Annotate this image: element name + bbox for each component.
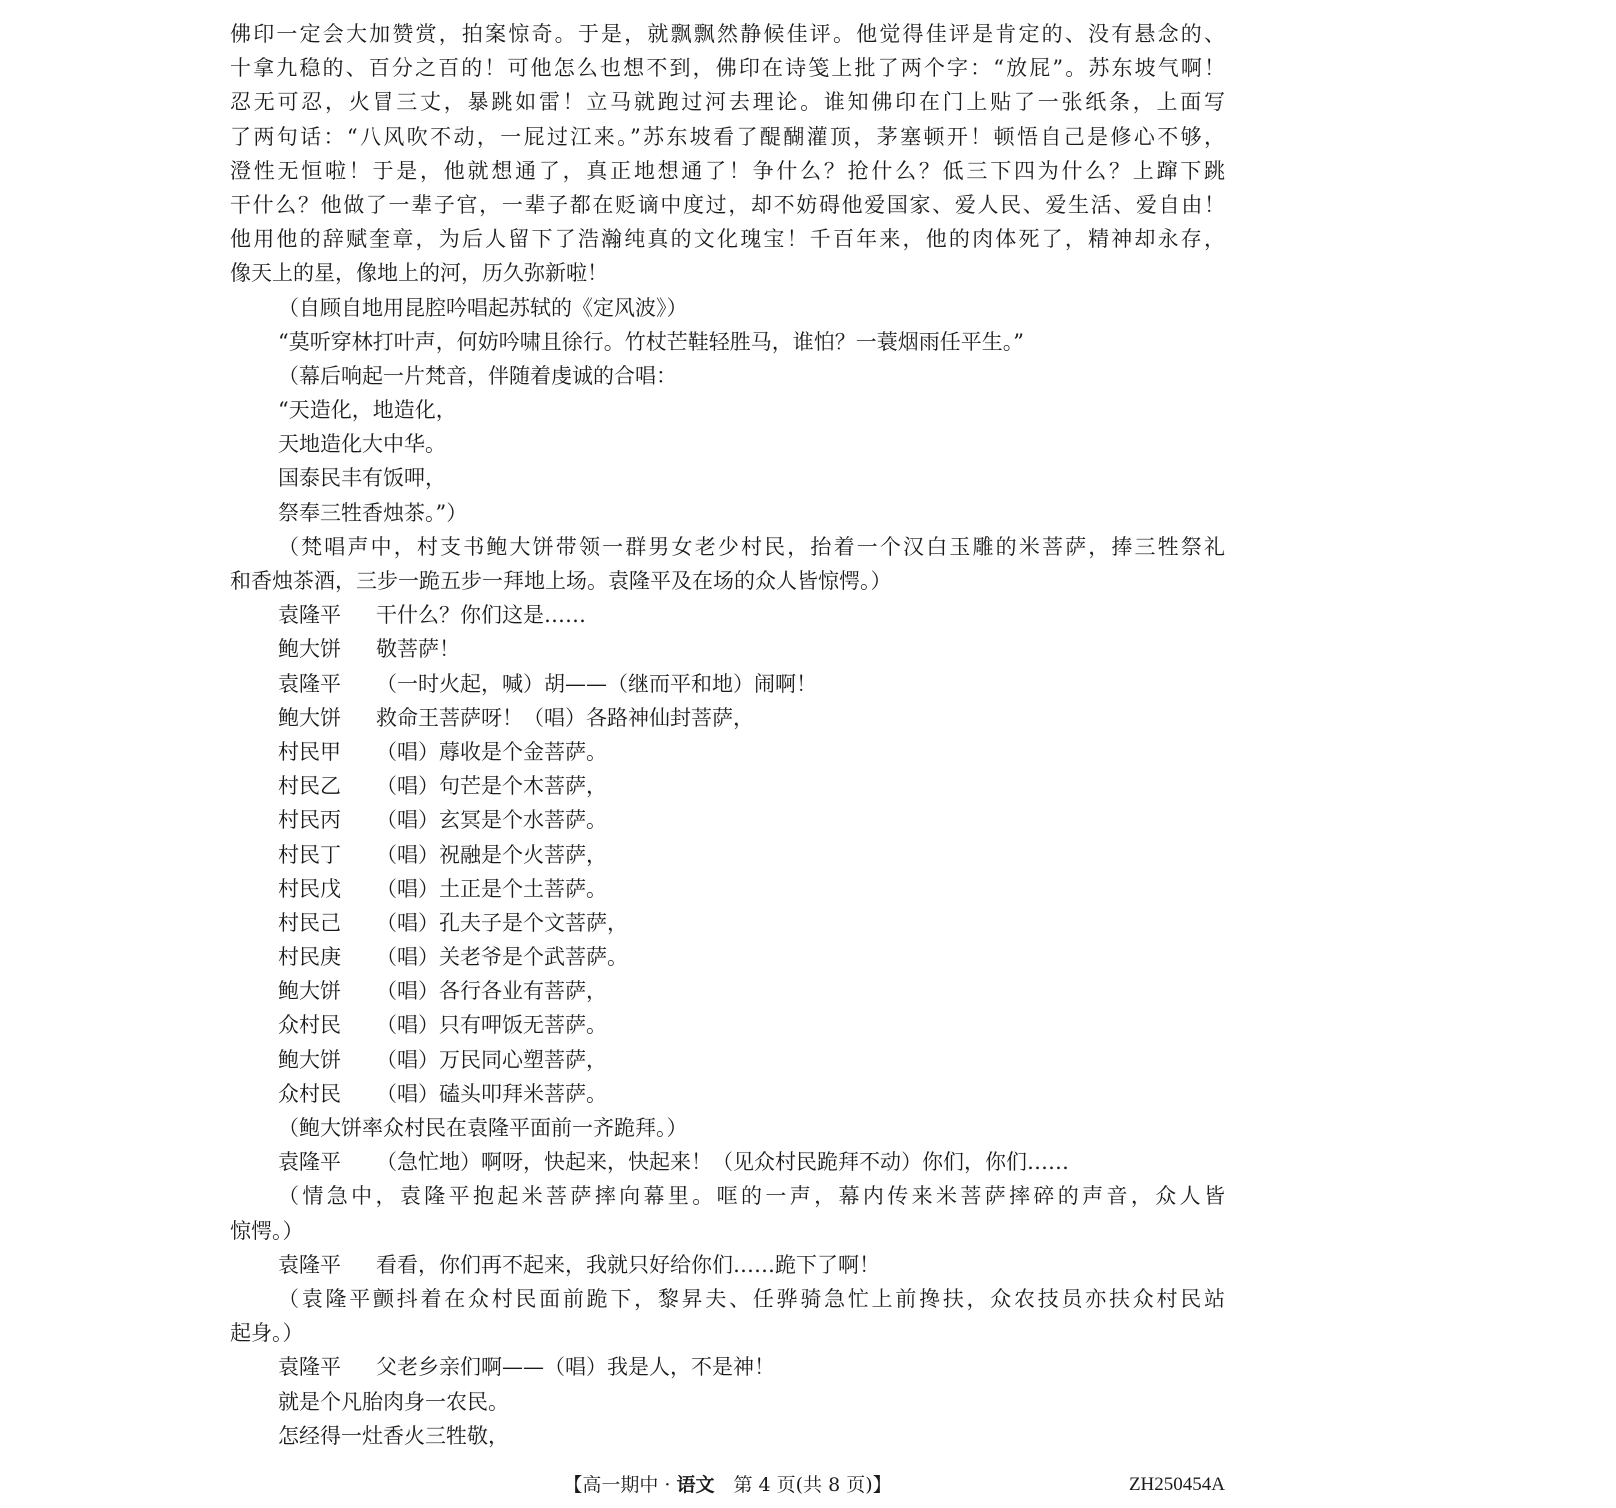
stage-direction-cont: 惊愕。）: [230, 1218, 304, 1243]
dialogue-text: （一时火起，喊）胡——（继而平和地）闹啊！: [376, 671, 817, 696]
footer-page-info: 第 4 页(共 8 页): [714, 1474, 873, 1496]
dialogue-text: 干什么？你们这是……: [376, 603, 586, 628]
dialogue-line: [230, 735, 1225, 769]
speaker-name: 众村民: [278, 1081, 341, 1106]
speaker-name: 村民己: [278, 910, 341, 935]
stage-direction: （袁隆平颤抖着在众村民面前跪下，黎昇夫、任骅骑急忙上前搀扶，众农技员亦扶众村民站: [278, 1286, 1225, 1311]
speaker-name: 袁隆平: [278, 1150, 341, 1175]
dialogue-text: 看看，你们再不起来，我就只好给你们……跪下了啊！: [376, 1252, 880, 1277]
dialogue-line: [230, 667, 1225, 701]
stage-direction: （情急中，袁隆平抱起米菩萨摔向幕里。哐的一声，幕内传来米菩萨摔碎的声音，众人皆: [278, 1184, 1225, 1209]
dialogue-text: 父老乡亲们啊——（唱）我是人，不是神！: [376, 1355, 775, 1380]
footer-exam: 高一期中: [582, 1474, 659, 1496]
page-footer: [230, 1470, 1225, 1500]
speaker-name: 村民丙: [278, 808, 341, 833]
prose-line: 他用他的辞赋奎章，为后人留下了浩瀚纯真的文化瑰宝！千百年来，他的肉体死了，精神却永存，: [230, 227, 1225, 252]
dialogue-line: [230, 1248, 1225, 1282]
prose-line: 十拿九稳的、百分之百的！可他怎么也想不到，佛印在诗笺上批了两个字：“放屁”。苏东坡气啊！: [230, 56, 1225, 81]
speaker-name: 鲍大饼: [278, 705, 341, 730]
poem-line: “莫听穿林打叶声，何妨吟啸且徐行。竹杖芒鞋轻胜马，谁怕？一蓑烟雨任平生。”: [278, 329, 1024, 354]
footer-code: ZH250454A: [1128, 1474, 1225, 1495]
dialogue-line: [230, 598, 1225, 632]
dialogue-line: [230, 701, 1225, 735]
chorus-line: 国泰民丰有饭呷，: [278, 466, 446, 491]
dialogue-line: [230, 1008, 1225, 1042]
stage-direction: （自顾自地用昆腔吟唱起苏轼的《定风波》）: [278, 295, 688, 320]
dialogue-text: （唱）玄冥是个水菩萨。: [376, 808, 607, 833]
lyric-line: 就是个凡胎肉身一农民。: [278, 1389, 509, 1414]
prose-line: 澄性无恒啦！于是，他就想通了，真正地想通了！争什么？抢什么？低三下四为什么？上蹿下跳: [230, 158, 1225, 183]
dialogue-text: （唱）蓐收是个金菩萨。: [376, 739, 607, 764]
dialogue-line: [230, 1145, 1225, 1179]
stage-direction-cont: 和香烛茶酒，三步一跪五步一拜地上场。袁隆平及在场的众人皆惊愕。）: [230, 569, 892, 593]
dialogue-text: 敬菩萨！: [376, 637, 460, 662]
speaker-name: 袁隆平: [278, 603, 341, 628]
chorus-line: 天地造化大中华。: [278, 432, 446, 457]
speaker-name: 鲍大饼: [278, 637, 341, 662]
page-content: [230, 17, 1225, 1453]
speaker-name: 众村民: [278, 1013, 341, 1038]
stage-direction: （鲍大饼率众村民在袁隆平面前一齐跪拜。）: [278, 1116, 688, 1140]
dialogue-line: [230, 1043, 1225, 1077]
prose-line: 佛印一定会大加赞赏，拍案惊奇。于是，就飘飘然静候佳评。他觉得佳评是肯定的、没有悬念的、: [230, 22, 1225, 46]
dialogue-text: （唱）句芒是个木菩萨，: [376, 774, 607, 799]
dialogue-text: 救命王菩萨呀！（唱）各路神仙封菩萨，: [376, 705, 754, 730]
footer-subject: 语文: [676, 1474, 715, 1496]
dialogue-text: （唱）祝融是个火菩萨，: [376, 842, 607, 867]
dialogue-line: [230, 1350, 1225, 1384]
dialogue-line: [230, 769, 1225, 803]
dialogue-text: （唱）只有呷饭无菩萨。: [376, 1013, 607, 1038]
prose-line: 忍无可忍，火冒三丈，暴跳如雷！立马就跑过河去理论。谁知佛印在门上贴了一张纸条，上面写: [230, 90, 1225, 115]
dialogue-text: （唱）孔夫子是个文菩萨，: [376, 910, 628, 935]
dialogue-text: （唱）各行各业有菩萨，: [376, 979, 607, 1004]
speaker-name: 袁隆平: [278, 671, 341, 696]
footer-page-label: [230, 1470, 1225, 1500]
speaker-name: 鲍大饼: [278, 1047, 341, 1072]
dialogue-line: [230, 632, 1225, 666]
chorus-line: 祭奉三牲香烛茶。”）: [278, 500, 468, 525]
dialogue-line: [230, 1077, 1225, 1111]
dialogue-line: [230, 838, 1225, 872]
dialogue-line: [230, 803, 1225, 837]
speaker-name: 村民丁: [278, 842, 341, 867]
footer-dot: ·: [658, 1474, 677, 1496]
chorus-line: “天造化，地造化，: [278, 398, 457, 423]
speaker-name: 鲍大饼: [278, 979, 341, 1004]
stage-direction: （梵唱声中，村支书鲍大饼带领一群男女老少村民，抬着一个汉白玉雕的米菩萨，捧三牲祭礼: [278, 534, 1225, 559]
dialogue-line: [230, 974, 1225, 1008]
dialogue-line: [230, 940, 1225, 974]
dialogue-text: （唱）土正是个土菩萨。: [376, 876, 607, 901]
stage-direction-cont: 起身。）: [230, 1321, 304, 1346]
dialogue-line: [230, 872, 1225, 906]
stage-direction: （幕后响起一片梵音，伴随着虔诚的合唱：: [278, 363, 677, 388]
footer-bracket-close: 】: [872, 1474, 892, 1496]
speaker-name: 村民乙: [278, 774, 341, 799]
speaker-name: 袁隆平: [278, 1252, 341, 1277]
speaker-name: 袁隆平: [278, 1355, 341, 1380]
speaker-name: 村民戊: [278, 876, 341, 901]
lyric-line: 怎经得一灶香火三牲敬，: [278, 1423, 509, 1448]
dialogue-text: （唱）关老爷是个武菩萨。: [376, 945, 628, 970]
speaker-name: 村民甲: [278, 739, 341, 764]
footer-bracket-open: 【: [563, 1474, 583, 1496]
dialogue-text: （急忙地）啊呀，快起来，快起来！（见众村民跪拜不动）你们，你们……: [376, 1150, 1069, 1175]
dialogue-text: （唱）万民同心塑菩萨，: [376, 1047, 607, 1072]
dialogue-text: （唱）磕头叩拜米菩萨。: [376, 1081, 607, 1106]
prose-line: 干什么？他做了一辈子官，一辈子都在贬谪中度过，却不妨碍他爱国家、爱人民、爱生活、爱自由！: [230, 192, 1225, 217]
prose-line-last: 像天上的星，像地上的河，历久弥新啦！: [230, 261, 608, 286]
prose-line: 了两句话：“八风吹不动，一屁过江来。”苏东坡看了醍醐灌顶，茅塞顿开！顿悟自己是修心不够，: [230, 124, 1225, 149]
dialogue-line: [230, 906, 1225, 940]
speaker-name: 村民庚: [278, 945, 341, 970]
